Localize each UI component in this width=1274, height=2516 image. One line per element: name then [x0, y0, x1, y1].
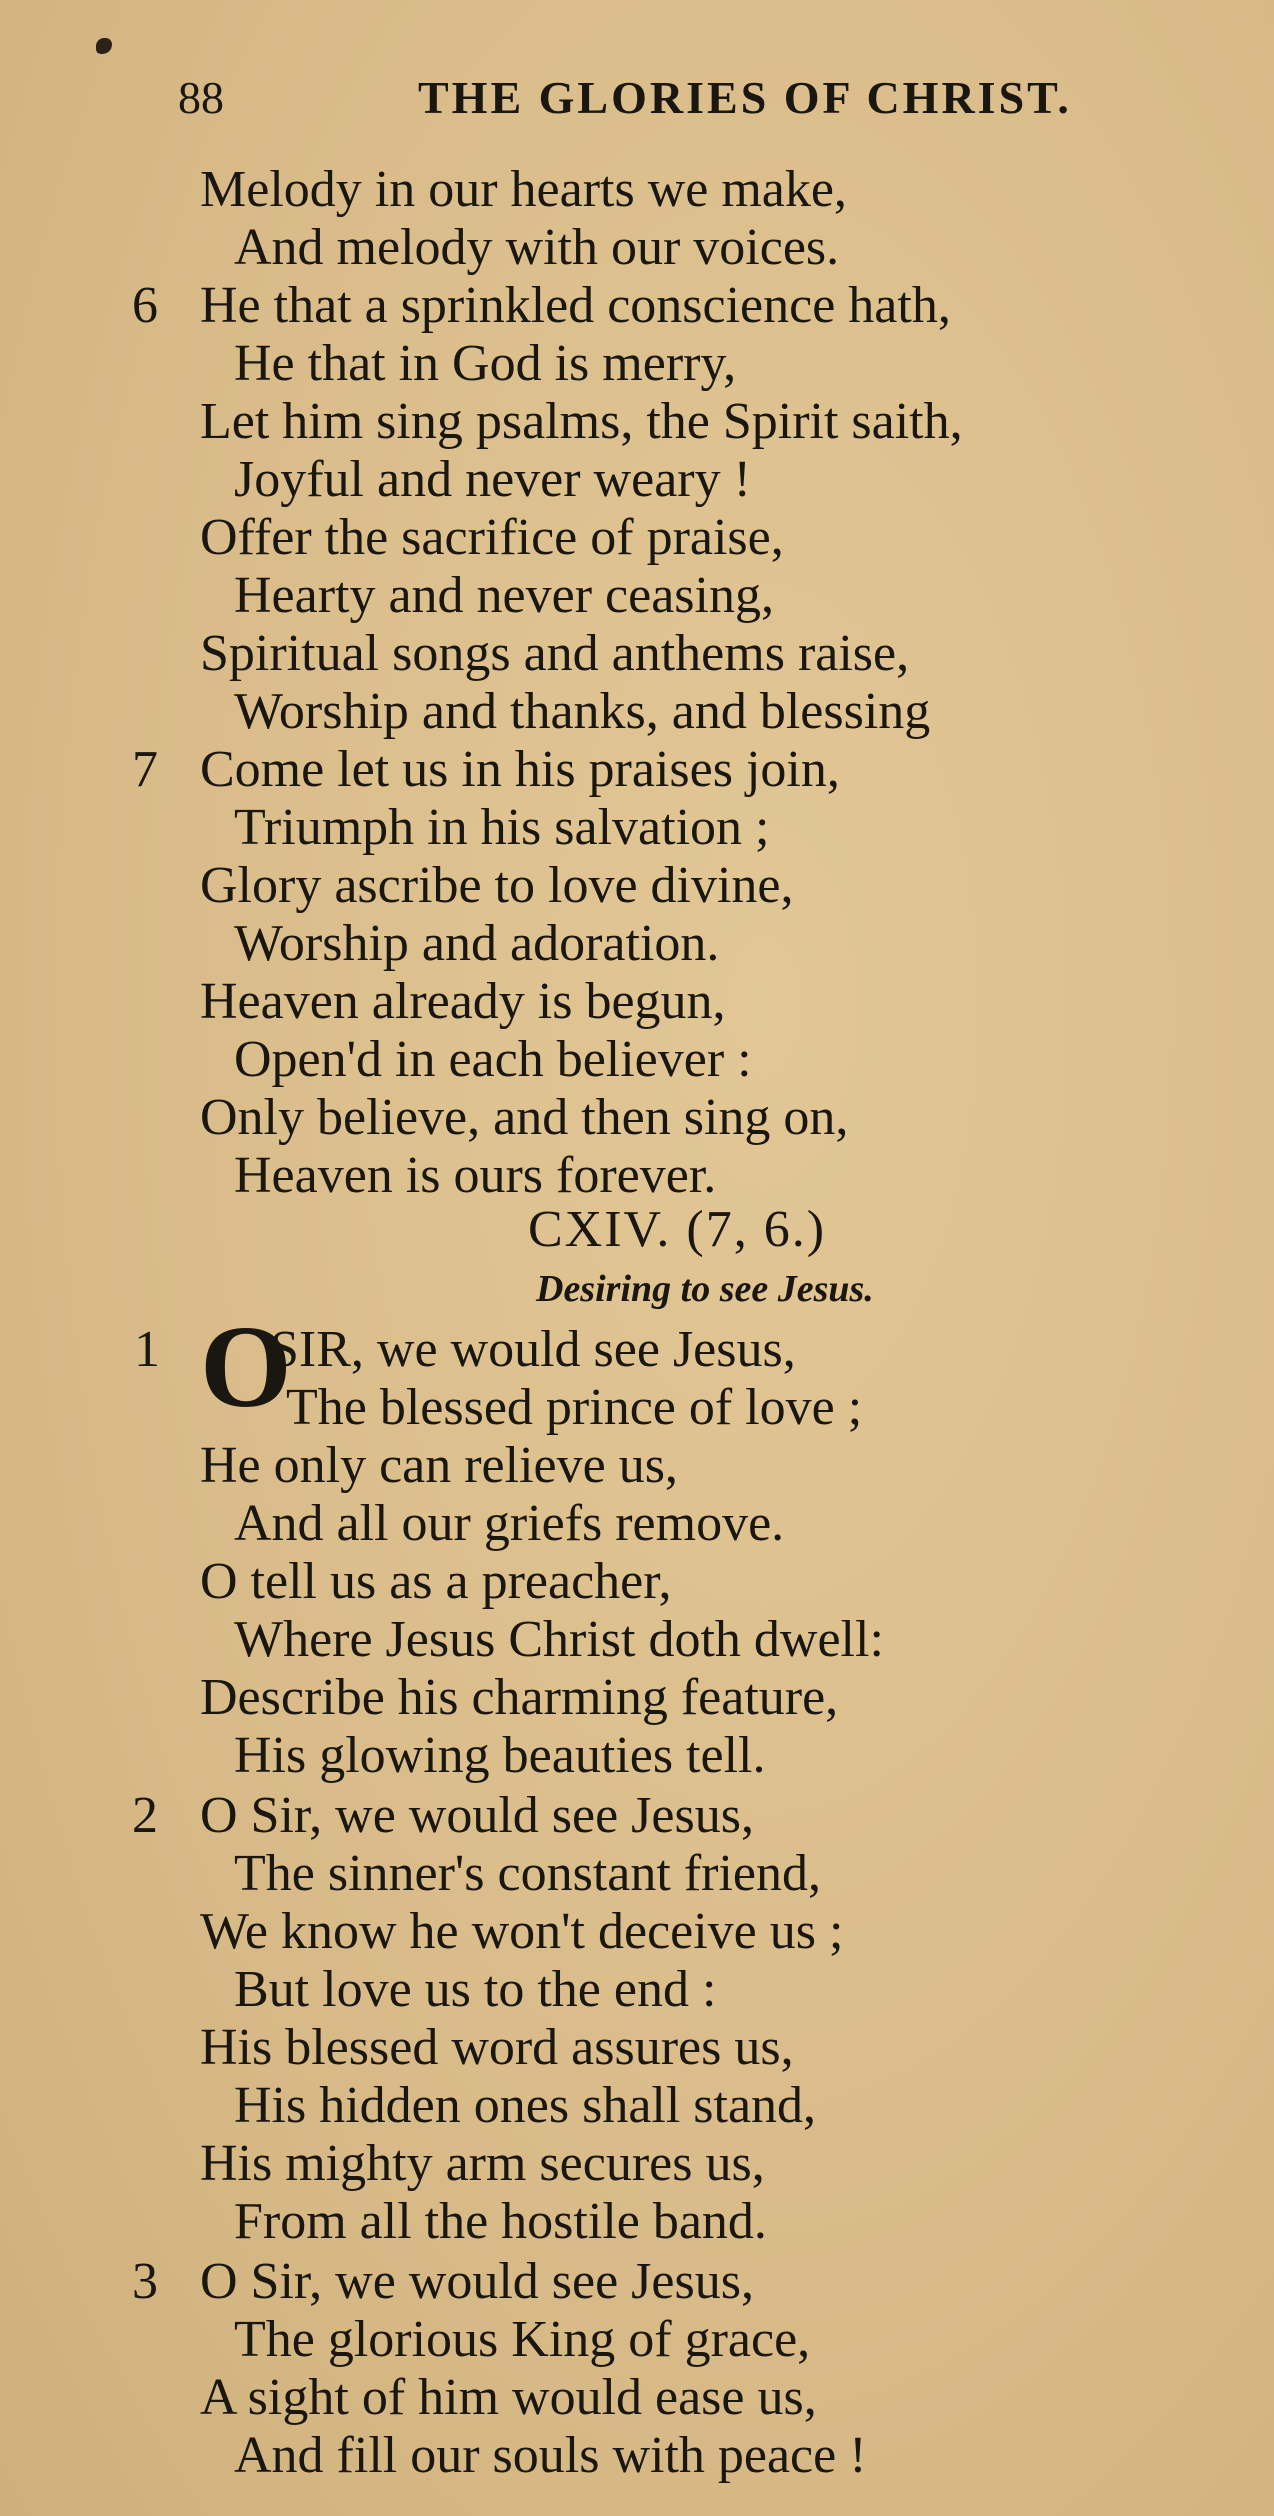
- verse-line: His hidden ones shall stand,: [234, 2077, 817, 2134]
- page-number: 88: [178, 72, 224, 123]
- verse-line: The glorious King of grace,: [234, 2311, 811, 2368]
- stanza-number: 1: [134, 1321, 160, 1378]
- ink-fleck: [96, 38, 112, 54]
- hymn-subtitle: Desiring to see Jesus.: [536, 1268, 874, 1310]
- verse-line: Worship and thanks, and blessing: [234, 683, 931, 740]
- verse-line: His blessed word assures us,: [200, 2019, 794, 2076]
- stanza-number: 7: [132, 741, 158, 798]
- verse-line: And fill our souls with peace !: [234, 2427, 867, 2484]
- verse-line: From all the hostile band.: [234, 2193, 767, 2250]
- verse-line: He that a sprinkled conscience hath,: [200, 277, 951, 334]
- verse-line: The sinner's constant friend,: [234, 1845, 821, 1902]
- verse-line: Come let us in his praises join,: [200, 741, 840, 798]
- verse-line: Melody in our hearts we make,: [200, 161, 847, 218]
- verse-line: And melody with our voices.: [234, 219, 840, 276]
- verse-line: Worship and adoration.: [234, 915, 720, 972]
- verse-line: Triumph in his salvation ;: [234, 799, 770, 856]
- verse-line: Let him sing psalms, the Spirit saith,: [200, 393, 963, 450]
- page-header: [178, 68, 1138, 128]
- verse-line: Joyful and never weary !: [234, 451, 751, 508]
- running-head: THE GLORIES OF CHRIST.: [418, 72, 1072, 123]
- drop-cap: O: [200, 1301, 292, 1432]
- verse-line: Only believe, and then sing on,: [200, 1089, 849, 1146]
- verse-line: O Sir, we would see Jesus,: [200, 2253, 754, 2310]
- verse-line: We know he won't deceive us ;: [200, 1903, 844, 1960]
- verse-line: Heaven already is begun,: [200, 973, 726, 1030]
- verse-line: The blessed prince of love ;: [286, 1379, 863, 1436]
- verse-line: His glowing beauties tell.: [234, 1727, 766, 1784]
- verse-line: Glory ascribe to love divine,: [200, 857, 794, 914]
- verse-line: His mighty arm secures us,: [200, 2135, 765, 2192]
- verse-line: He only can relieve us,: [200, 1437, 678, 1494]
- verse-line: O tell us as a preacher,: [200, 1553, 672, 1610]
- verse-line: Describe his charming feature,: [200, 1669, 839, 1726]
- verse-line: Where Jesus Christ doth dwell:: [234, 1611, 884, 1668]
- stanza-number: 2: [132, 1787, 158, 1844]
- verse-line: But love us to the end :: [234, 1961, 717, 2018]
- verse-line: Spiritual songs and anthems raise,: [200, 625, 910, 682]
- verse-line: Open'd in each believer :: [234, 1031, 752, 1088]
- verse-line: A sight of him would ease us,: [200, 2369, 817, 2426]
- hymn-title: CXIV. (7, 6.): [528, 1201, 827, 1258]
- verse-line: Offer the sacrifice of praise,: [200, 509, 784, 566]
- verse-line: Heaven is ours forever.: [234, 1147, 717, 1204]
- verse-line: And all our griefs remove.: [234, 1495, 785, 1552]
- verse-line: Hearty and never ceasing,: [234, 567, 774, 624]
- verse-line: He that in God is merry,: [234, 335, 737, 392]
- stanza-number: 3: [132, 2253, 158, 2310]
- verse-line: O Sir, we would see Jesus,: [200, 1787, 754, 1844]
- verse-line: SIR, we would see Jesus,: [270, 1321, 796, 1378]
- stanza-number: 6: [132, 277, 158, 334]
